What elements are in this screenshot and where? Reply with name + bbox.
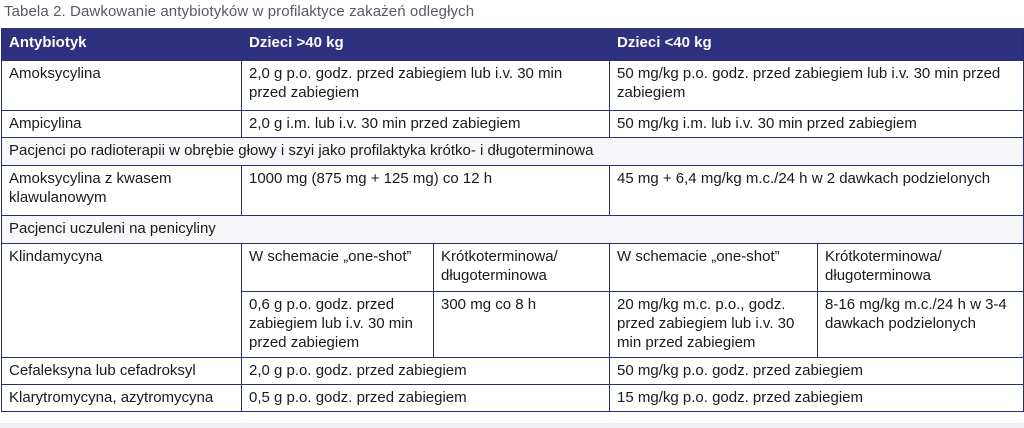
- header-antibiotic: Antybiotyk: [2, 29, 242, 61]
- dose-under-40kg: 45 mg + 6,4 mg/kg m.c./24 h w 2 dawkach podzielonych: [610, 166, 1024, 216]
- dose-one-shot-under-40kg: 20 mg/kg m.c. p.o., godz. przed zabiegiem lub i.v. 30 min przed zabiegiem: [610, 292, 818, 358]
- section-row: [2, 138, 1024, 166]
- section-row: [2, 216, 1024, 244]
- dose-over-40kg: 0,5 g p.o. godz. przed zabiegiem: [242, 385, 610, 412]
- dose-over-40kg: 1000 mg (875 mg + 125 mg) co 12 h: [242, 166, 610, 216]
- dose-under-40kg: 15 mg/kg p.o. godz. przed zabiegiem: [610, 385, 1024, 412]
- dosage-table: [1, 28, 1024, 412]
- dose-over-40kg: 2,0 g p.o. godz. przed zabiegiem lub i.v. 30 min przed zabiegiem: [242, 61, 610, 111]
- dose-long-term-over-40kg: 300 mg co 8 h: [434, 292, 610, 358]
- table-row: [2, 385, 1024, 412]
- dose-one-shot-over-40kg: 0,6 g p.o. godz. przed zabiegiem lub i.v. 30 min przed zabiegiem: [242, 292, 434, 358]
- drug-name: Cefaleksyna lub cefadroksyl: [2, 358, 242, 385]
- table-row: [2, 111, 1024, 138]
- header-children-over-40kg: Dzieci >40 kg: [242, 29, 610, 61]
- bottom-strip: [0, 423, 1024, 428]
- table-row: [2, 358, 1024, 385]
- dose-under-40kg: 50 mg/kg p.o. godz. przed zabiegiem lub i.v. 30 min przed zabiegiem: [610, 61, 1024, 111]
- subheader-one-shot-over-40kg: W schemacie „one-shot”: [242, 244, 434, 292]
- drug-name: Ampicylina: [2, 111, 242, 138]
- drug-name: Klindamycyna: [2, 244, 242, 358]
- table-header-row: [2, 29, 1024, 61]
- dose-long-term-under-40kg: 8-16 mg/kg m.c./24 h w 3-4 dawkach podzielonych: [818, 292, 1024, 358]
- drug-name: Klarytromycyna, azytromycyna: [2, 385, 242, 412]
- subheader-long-term-over-40kg: Krótkoterminowa/ długoterminowa: [434, 244, 610, 292]
- table-row: [2, 244, 1024, 292]
- subheader-one-shot-under-40kg: W schemacie „one-shot”: [610, 244, 818, 292]
- dose-under-40kg: 50 mg/kg i.m. lub i.v. 30 min przed zabiegiem: [610, 111, 1024, 138]
- subheader-long-term-under-40kg: Krótkoterminowa/ długoterminowa: [818, 244, 1024, 292]
- table-caption: Tabela 2. Dawkowanie antybiotyków w profilaktyce zakażeń odległych: [4, 3, 475, 20]
- drug-name: Amoksycylina z kwasem klawulanowym: [2, 166, 242, 216]
- dose-over-40kg: 2,0 g i.m. lub i.v. 30 min przed zabiegiem: [242, 111, 610, 138]
- dose-under-40kg: 50 mg/kg p.o. godz. przed zabiegiem: [610, 358, 1024, 385]
- table-row: [2, 61, 1024, 111]
- header-children-under-40kg: Dzieci <40 kg: [610, 29, 1024, 61]
- table-row: [2, 166, 1024, 216]
- dose-over-40kg: 2,0 g p.o. godz. przed zabiegiem: [242, 358, 610, 385]
- section-radiotherapy: Pacjenci po radioterapii w obrębie głowy i szyi jako profilaktyka krótko- i długoterminowa: [2, 138, 1024, 166]
- drug-name: Amoksycylina: [2, 61, 242, 111]
- section-penicillin-allergy: Pacjenci uczuleni na penicyliny: [2, 216, 1024, 244]
